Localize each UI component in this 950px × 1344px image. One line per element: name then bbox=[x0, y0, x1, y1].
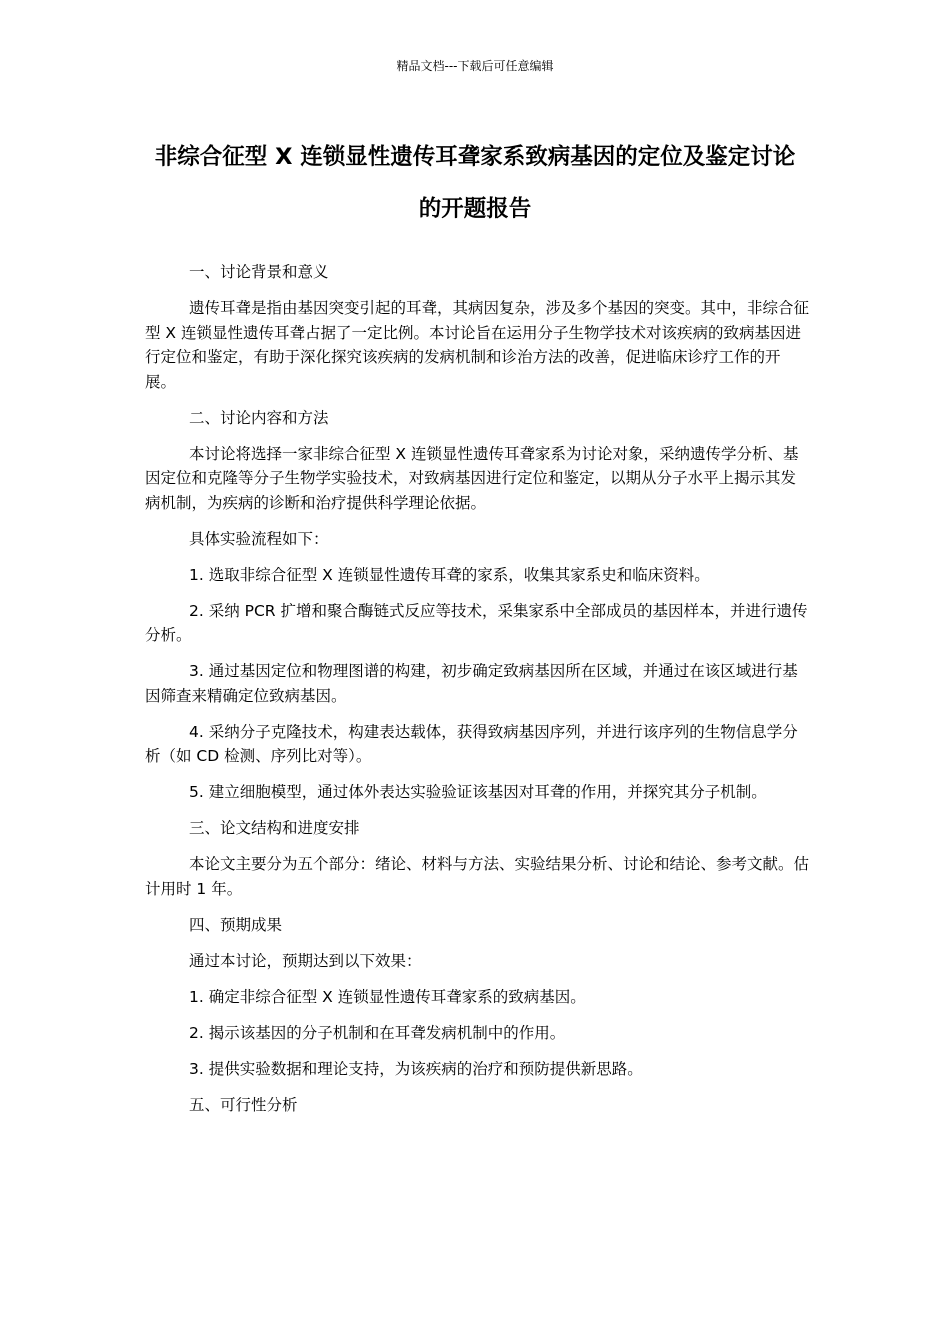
section-heading-feasibility: 五、可行性分析 bbox=[189, 1095, 298, 1114]
list-item-outcome-2: 2. 揭示该基因的分子机制和在耳聋发病机制中的作用。 bbox=[189, 1023, 566, 1042]
document-title: 非综合征型 X 连锁显性遗传耳聋家系致病基因的定位及鉴定讨论的开题报告 bbox=[154, 144, 796, 222]
section-heading-structure: 三、论文结构和进度安排 bbox=[189, 819, 360, 837]
paragraph-structure: 本论文主要分为五个部分：绪论、材料与方法、实验结果分析、讨论和结论、参考文献。估计用时 1 年。 bbox=[145, 855, 810, 898]
document-body bbox=[145, 260, 810, 1129]
list-item-outcome-1: 1. 确定非综合征型 X 连锁显性遗传耳聋家系的致病基因。 bbox=[189, 987, 586, 1006]
paragraph-outcomes-intro: 通过本讨论，预期达到以下效果： bbox=[189, 951, 422, 970]
paragraph-methods: 本讨论将选择一家非综合征型 X 连锁显性遗传耳聋家系为讨论对象，采纳遗传学分析、基因定位和克隆等分子生物学实验技术，对致病基因进行定位和鉴定，以期从分子水平上揭示其发病机制，为疾病的诊断和治疗提供科学理论依据。 bbox=[145, 444, 799, 512]
list-item-procedure-1: 1. 选取非综合征型 X 连锁显性遗传耳聋的家系，收集其家系史和临床资料。 bbox=[189, 565, 710, 584]
header-note: 精品文档---下载后可任意编辑 bbox=[396, 59, 554, 73]
list-item-procedure-4: 4. 采纳分子克隆技术，构建表达载体，获得致病基因序列，并进行该序列的生物信息学分析（如 CD 检测、序列比对等）。 bbox=[145, 722, 798, 765]
list-item-outcome-3: 3. 提供实验数据和理论支持，为该疾病的治疗和预防提供新思路。 bbox=[189, 1059, 643, 1078]
section-heading-outcomes: 四、预期成果 bbox=[189, 915, 283, 934]
list-item-procedure-5: 5. 建立细胞模型，通过体外表达实验验证该基因对耳聋的作用，并探究其分子机制。 bbox=[189, 783, 767, 801]
section-heading-background: 一、讨论背景和意义 bbox=[189, 263, 329, 281]
section-heading-methods: 二、讨论内容和方法 bbox=[189, 408, 329, 427]
paragraph-procedure-intro: 具体实验流程如下： bbox=[189, 529, 329, 548]
list-item-procedure-3: 3. 通过基因定位和物理图谱的构建，初步确定致病基因所在区域，并通过在该区域进行基因筛查来精确定位致病基因。 bbox=[145, 662, 798, 705]
list-item-procedure-2: 2. 采纳 PCR 扩增和聚合酶链式反应等技术，采集家系中全部成员的基因样本，并进行遗传分析。 bbox=[145, 601, 808, 644]
paragraph-background: 遗传耳聋是指由基因突变引起的耳聋，其病因复杂，涉及多个基因的突变。其中，非综合征型 X 连锁显性遗传耳聋占据了一定比例。本讨论旨在运用分子生物学技术对该疾病的致病基因进行定位和鉴定，有助于深化探究该疾病的发病机制和诊治方法的改善，促进临床诊疗工作的开展。 bbox=[145, 299, 810, 391]
